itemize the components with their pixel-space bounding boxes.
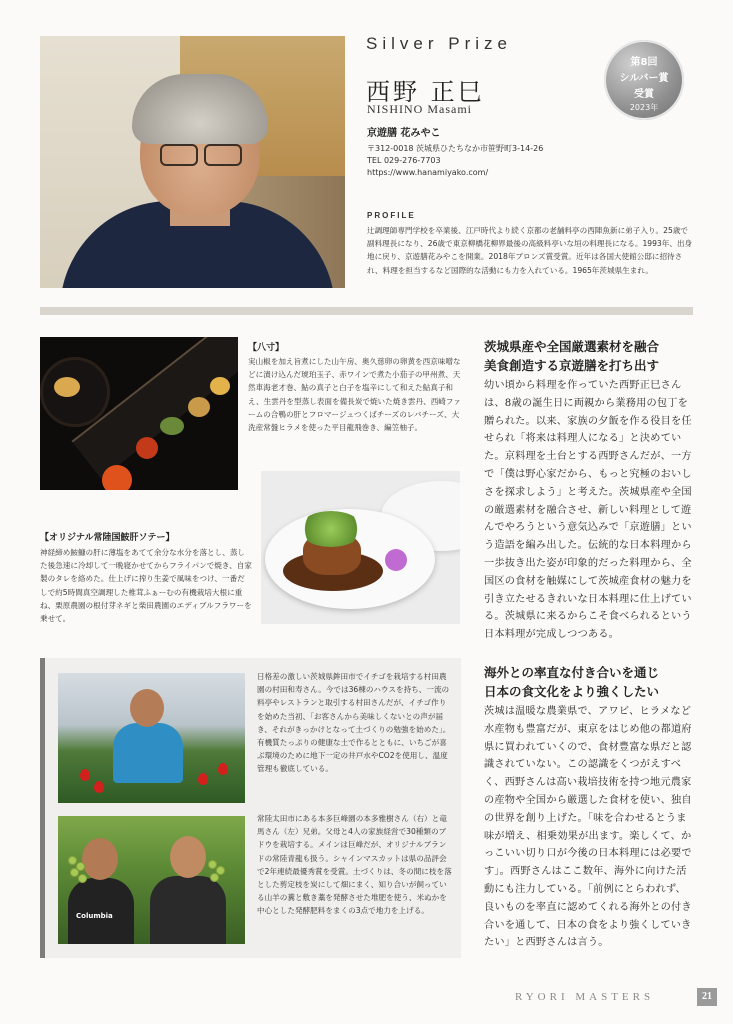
article1-body: 幼い頃から料理を作っていた西野正巳さんは、8歳の誕生日に両親から業務用の包丁を贈られた。以来、家族の夕飯を作る役目を任せられ「将来は料理人になる」と決めていた。京料理を土台とする西野さんだが、一方で「僕は野心家だから、もっと究極のおいしさを探求しよう」と考えた。茨城県産や全国の厳選素材を融合させ、新しい料理として遊んでやろうという意気込みで「京遊膳」という造語を編み出した。伝統的な日本料理から一歩抜き出た姿が印象的だった料理から、全国区の食材を触媒にして茨城産食材の魅力を引き立たせるきれいな日本料理に仕上げている。茨城県に来るからこそ食べられるという日本料理が完成しつつある。 bbox=[484, 380, 692, 641]
strawberry-farmer-photo bbox=[58, 673, 245, 803]
strawberry-farm-text: 日格差の激しい茨城県鉾田市でイチゴを栽培する村田農園の村田和寿さん。今では36棟のハウスを持ち、一流の料亭やレストランと取引する村田さんだが、イチゴ作りを始めた当初、「お客さんから美味しくないとの声が届き、それがきっかけとなって土づくりの勉強を始めた」。有機質たっぷりの健康な土で作るとともに、いちごが喜ぶ環境のために地下一定の井戸水やCO2を使用し、温度管理も徹底している。 bbox=[257, 672, 451, 774]
page-number: 21 bbox=[697, 988, 717, 1006]
article2-body: 茨城は温暖な農業県で、アワビ、ヒラメなど水産物も豊富だが、東京をはじめ他の都道府県に買われていくので、食材豊富な県だと認識されていない。この認識をくつがえすべく、西野さんは高い栽培技術を持つ地元農家の産物や全国から厳選した食材を使い、独自の世界を創り上げた。「味を合わせるとうま味が増え、相乗効果が出ます。楽しくて、かっこいい切り口が今後の日本料理には必要です」。西野さんはここ数年、海外に向けた活動にも注力している。「前例にとらわれず、良いものを率直に認めてくれる海外との付き合いを通して、日本の食をより強くしていきたい」と西野さんは言う。 bbox=[484, 706, 692, 949]
profile-label: PROFILE bbox=[367, 211, 416, 220]
producer-panel-accent bbox=[40, 658, 45, 958]
magazine-brand: RYORI MASTERS bbox=[515, 991, 655, 1003]
columbia-logo: Columbia bbox=[76, 912, 113, 920]
award-badge bbox=[604, 40, 684, 120]
section-divider bbox=[40, 307, 693, 315]
chef-name-roman: NISHINO Masami bbox=[367, 102, 472, 116]
profile-text: 辻調理師専門学校を卒業後、江戸時代より続く京都の老舗料亭の西陣魚新に弟子入り。25歳で副料理長になり、26歳で東京柳橋花柳界最後の高級料亭いな垣の料理長になる。1993年、出身地に戻り、京遊膳花みやこを開業。2018年ブロンズ賞受賞。近年は各国大使館公邸に招待され、料理を担当するなど国際的な活動にも力を入れている。1965年茨城県生まれ。 bbox=[367, 226, 693, 275]
grape-farmers-photo bbox=[58, 816, 245, 944]
website-link[interactable]: https://www.hanamiyako.com/ bbox=[367, 168, 489, 177]
badge-line3: 受賞 bbox=[634, 89, 654, 100]
article2-heading-line2: 日本の食文化をより強くしたい bbox=[484, 684, 660, 699]
ankimo-saute-photo bbox=[261, 471, 460, 624]
ankimo-title: 【オリジナル常陸国鮟肝ソテー】 bbox=[40, 533, 175, 543]
chef-portrait bbox=[40, 36, 345, 288]
phone-number: TEL 029-276-7703 bbox=[367, 156, 441, 165]
ankimo-description: 神経締め鮟鱇の肝に薄塩をあてて余分な水分を落とし、蒸した後急速に冷却して一晩寝かせてからフライパンで焼き、自家製のタレを絡めた。仕上げに搾り生姜で風味をつけ、一番だしで約5時間真空調理した椎茸ふぁーむの有機栽培大根に重ね、栗原農園の根付芽ネギと柴田農園のエディブルフラワーを乗せて。 bbox=[40, 548, 252, 624]
hassun-title: 【八寸】 bbox=[248, 343, 285, 353]
address-block bbox=[367, 143, 543, 179]
chef-name: 西野 正巳 bbox=[366, 78, 485, 106]
badge-line2: シルバー賞 bbox=[619, 73, 669, 84]
article1-heading-line1: 茨城県産や全国厳選素材を融合 bbox=[484, 339, 660, 354]
badge-year: 2023年 bbox=[629, 103, 659, 112]
hassun-photo bbox=[40, 337, 238, 490]
postal-address: 〒312-0018 茨城県ひたちなか市笹野町3-14-26 bbox=[367, 144, 544, 153]
restaurant-name: 京遊膳 花みやこ bbox=[367, 128, 441, 139]
grape-farm-text: 常陸太田市にある本多巨峰園の本多雅樹さん（右）と竜馬さん（左）兄弟。父母と4人の家族経営で30種類のブドウを栽培する。メインは巨峰だが、オリジナルブランドの常陸青龍も扱う。シャインマスカットは県の品評会で2年連続最優秀賞を受賞。土づくりは、冬の間に枝を落とした剪定枝を炭にして畑にまく、知り合いが飼っている山羊の糞と敷き藁を発酵させた堆肥を使う、米ぬかを中心とした発酵肥料をまくの3点で地力を上げる。 bbox=[257, 814, 452, 916]
prize-title: Silver Prize bbox=[366, 34, 512, 53]
article1-heading-line2: 美食創造する京遊膳を打ち出す bbox=[484, 358, 660, 373]
article2-heading bbox=[484, 663, 659, 701]
article2-heading-line1: 海外との率直な付き合いを通じ bbox=[484, 665, 660, 680]
hassun-description: 実山椒を加え旨煮にした山午房、奥久慈卵の卵黄を西京味噌などに漬け込んだ琥珀玉子、赤ワインで煮た小茄子の甲州煮、天然車海老才巻、鮎の真子と白子を塩辛にして和えた鮎真子和え、生雲丹を型蒸し表面を備長炭で焼いた焼き雲丹、西崎ファームの合鴨の肝とフロマージュつくばチーズのレバチーズ、大洗産常盤ヒラメを使った平目龍飛巻き、編笠柚子。 bbox=[248, 357, 461, 433]
badge-line1: 第8回 bbox=[630, 57, 658, 68]
article1-heading bbox=[484, 337, 659, 375]
